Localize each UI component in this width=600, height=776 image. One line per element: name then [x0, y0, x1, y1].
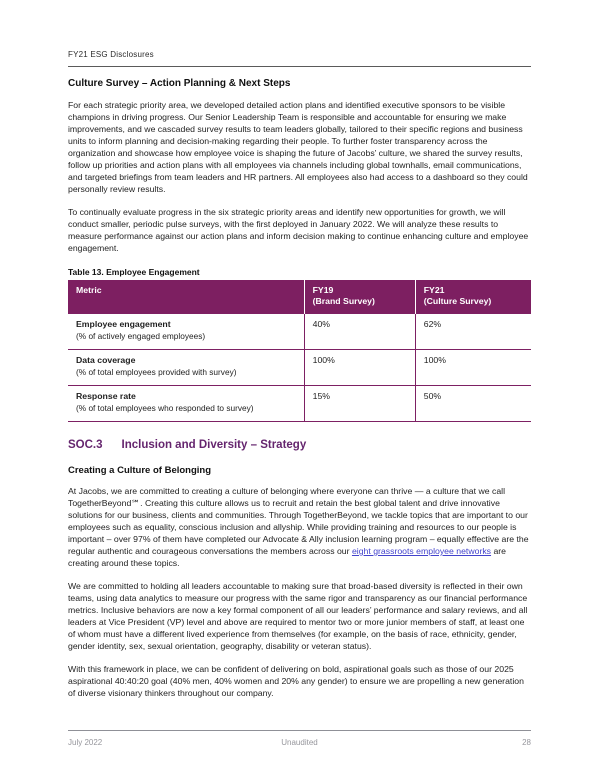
metric-cell: Employee engagement (% of actively engaged employees): [68, 314, 304, 350]
paragraph-pulse-surveys: To continually evaluate progress in the six strategic priority areas and identify new opportunities for growth, we will conduct smaller, periodic pulse surveys, with the first deployed in January 2022. We will analyze these results to measure performance against our action plans and inform decision making to continue enhancing culture and employee engagement.: [68, 207, 529, 253]
metric-cell: Data coverage (% of total employees provided with survey): [68, 350, 304, 386]
metric-cell: Response rate (% of total employees who responded to survey): [68, 386, 304, 422]
table-caption: Table 13. Employee Engagement: [68, 267, 200, 277]
fy19-value-cell: 40%: [304, 314, 415, 350]
fy19-value-cell: 100%: [304, 350, 415, 386]
section-heading-soc3: [68, 439, 531, 451]
column-header-fy19: FY19 (Brand Survey): [304, 280, 415, 314]
footer-unaudited-label: Unaudited: [281, 738, 318, 747]
fy21-value-cell: 100%: [415, 350, 531, 386]
footer-date: July 2022: [68, 738, 103, 747]
paragraph-leaders-accountable: We are committed to holding all leaders accountable to making sure that broad-based diversity is reflected in their own teams, using data analytics to measure our progress with the same rigor and transparency as our financial performance metrics. Inclusive behaviors are now a key formal component of all our leaders’ performance and salary reviews, and all leaders at Vice President (VP) level and above are required to mentor two or more junior members of staff, at least one of whom must have a different lived experience from themselves (for example, on the basis of race, ethnicity, gender, gender identity, sex, sexual orientation, geography, disability or veteran status).: [68, 581, 528, 651]
section-code: SOC.3: [68, 439, 103, 451]
column-header-metric: Metric: [68, 280, 304, 314]
paragraph-aspirational-goals: With this framework in place, we can be confident of delivering on bold, aspirational goals such as those of our 2025 aspirational 40:40:20 goal (40% men, 40% women and 20% any gender) to ensure we are propelling a new generation of diverse visionary thinkers throughout our company.: [68, 664, 524, 698]
column-header-fy21: FY21 (Culture Survey): [415, 280, 531, 314]
table-row: [68, 314, 531, 350]
fy19-value-cell: 15%: [304, 386, 415, 422]
section-title: Inclusion and Diversity – Strategy: [121, 439, 307, 451]
table-row: [68, 386, 531, 422]
fy21-value-cell: 50%: [415, 386, 531, 422]
subheading-culture-of-belonging: Creating a Culture of Belonging: [68, 465, 212, 476]
paragraph-action-plans: For each strategic priority area, we developed detailed action plans and identified executive sponsors to be visible champions in driving progress. Our Senior Leadership Team is responsible and accountable for ensuring we make improvements, and we cascaded survey results to team leaders globally, tailored to their specific regions and business units to inform planning and decision-making regarding their people. To further foster transparency across the organization and showcase how employee voice is shaping the future of Jacobs’ culture, we shared the survey results, follow up priorities and action plans with all employees via channels including global townhalls, email communications, and targeted briefings from team leaders and HR partners. All employees also had access to a dashboard so they could personally review results.: [68, 100, 528, 194]
document-title: FY21 ESG Disclosures: [68, 50, 154, 59]
table-header-row: [68, 280, 531, 314]
employee-networks-link[interactable]: eight grassroots employee networks: [351, 546, 492, 556]
paragraph-together-beyond: [68, 485, 531, 569]
paragraph-text-after-link: are creating around these topics.: [68, 546, 507, 568]
footer-page-number: 28: [522, 738, 531, 747]
running-header: [68, 50, 531, 67]
running-footer: [68, 730, 531, 747]
employee-engagement-table: [68, 280, 531, 422]
fy21-value-cell: 62%: [415, 314, 531, 350]
section-heading-culture-survey: Culture Survey – Action Planning & Next Steps: [68, 78, 291, 89]
table-row: [68, 350, 531, 386]
paragraph-text-before-link: At Jacobs, we are committed to creating a culture of belonging where everyone can thrive — a culture that we call TogetherBeyond℠. Creating this culture allows us to recruit and retain the best global talent and drive innovative solutions for our business, clients and communities. Through TogetherBeyond, we tackle topics that are important to our employees such as equality, conscious inclusion and allyship. While providing training and resources to our people is important – over 97% of them have completed our Advocate & Ally inclusion learning program – equally effective are the regular authentic and courageous conversations the members across our: [68, 486, 529, 556]
